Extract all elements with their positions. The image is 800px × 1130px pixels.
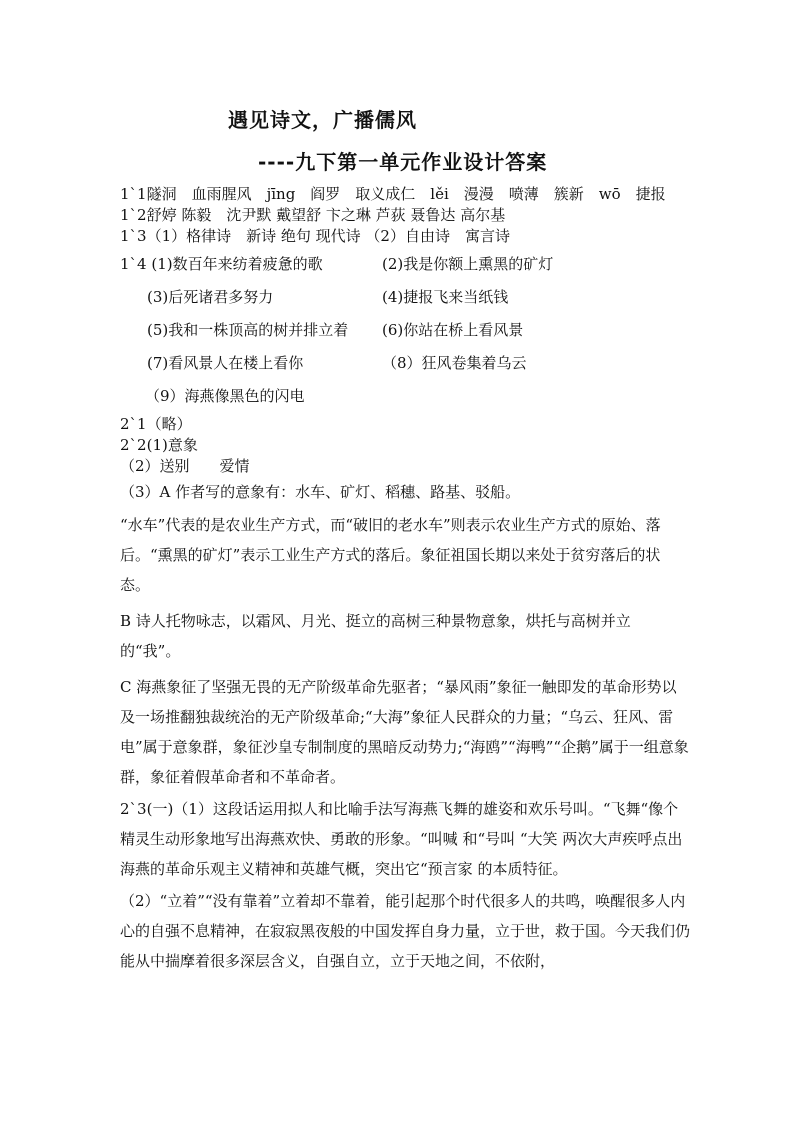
answer-1-4-row <box>120 348 690 379</box>
answer-1-4-row <box>120 315 690 346</box>
paragraph-2-3-1: 2`3(一)（1）这段话运用拟人和比喻手法写海燕飞舞的雄姿和欢乐号叫。“飞舞“像个精灵生动形象地写出海燕欢快、勇敢的形象。“叫喊 和“号叫 “大笑 两次大声疾呼点出海燕的革命乐观主义精神和英雄气概，突出它“预言家 的本质特征。 <box>120 800 683 878</box>
document-subtitle: ----九下第一单元作业设计答案 <box>258 150 548 174</box>
answer-1-4-item: (6)你站在桥上看风景 <box>382 321 524 339</box>
answer-1-4-item: (3)后死诸君多努力 <box>147 288 274 306</box>
paragraph-2-3-2: （2）“立着”“没有靠着”立着却不靠着，能引起那个时代很多人的共鸣，唤醒很多人内心的自强不息精神，在寂寂黑夜般的中国发挥自身力量，立于世，救于国。今天我们仍能从中揣摩着很多深层含义，自强自立，立于天地之间，不依附， <box>120 892 691 970</box>
paragraph-b: B 诗人托物咏志，以霜风、月光、挺立的高树三种景物意象，烘托与高树并立的“我”。 <box>120 612 631 660</box>
answer-1-4-item: (7)看风景人在楼上看你 <box>147 354 304 372</box>
answer-1-4-item: (4)捷报飞来当纸钱 <box>382 288 509 306</box>
answer-1-4-item: 1`4 (1)数百年来纺着疲惫的歌 <box>120 255 323 273</box>
answer-2-1: 2`1（略） <box>120 415 192 433</box>
answer-1-4-row <box>120 249 690 280</box>
answer-1-1: 1`1隧洞 血雨腥风 jīng 阎罗 取义成仁 lěi 漫漫 喷薄 簇新 wō 捷报 <box>120 185 666 203</box>
answer-2-2-2: （2）送别 爱情 <box>120 457 250 475</box>
paragraph-c: C 海燕象征了坚强无畏的无产阶级革命先驱者；“暴风雨”象征一触即发的革命形势以及一场推翻独裁统治的无产阶级革命;“大海”象征人民群众的力量；“乌云、狂风、雷电”属于意象群，象征沙皇专制制度的黑暗反动势力;“海鸥”“海鸭”“企鹅”属于一组意象群，象征着假革命者和不革命者。 <box>120 678 689 786</box>
answer-1-4-item: (5)我和一株顶高的树并排立着 <box>147 321 349 339</box>
answer-1-4-item: (2)我是你额上熏黑的矿灯 <box>382 255 554 273</box>
answer-1-4-item: （8）狂风卷集着乌云 <box>382 354 527 372</box>
answer-content <box>120 184 690 976</box>
document-title: 遇见诗文，广播儒风 <box>228 108 417 132</box>
answer-1-2: 1`2舒婷 陈毅 沈尹默 戴望舒 卞之琳 芦荻 聂鲁达 高尔基 <box>120 206 506 224</box>
answer-2-2-3: （3）A 作者写的意象有：水车、矿灯、稻穗、路基、驳船。 <box>120 483 521 501</box>
answer-1-3: 1`3（1）格律诗 新诗 绝句 现代诗 （2）自由诗 寓言诗 <box>120 227 510 245</box>
answer-2-2-1: 2`2(1)意象 <box>120 436 198 454</box>
answer-1-4-item: （9）海燕像黑色的闪电 <box>145 387 305 405</box>
answer-1-4-row <box>120 282 690 313</box>
paragraph-waterwheel: “水车”代表的是农业生产方式，而“破旧的老水车”则表示农业生产方式的原始、落后。“熏黑的矿灯”表示工业生产方式的落后。象征祖国长期以来处于贫穷落后的状态。 <box>120 516 661 594</box>
